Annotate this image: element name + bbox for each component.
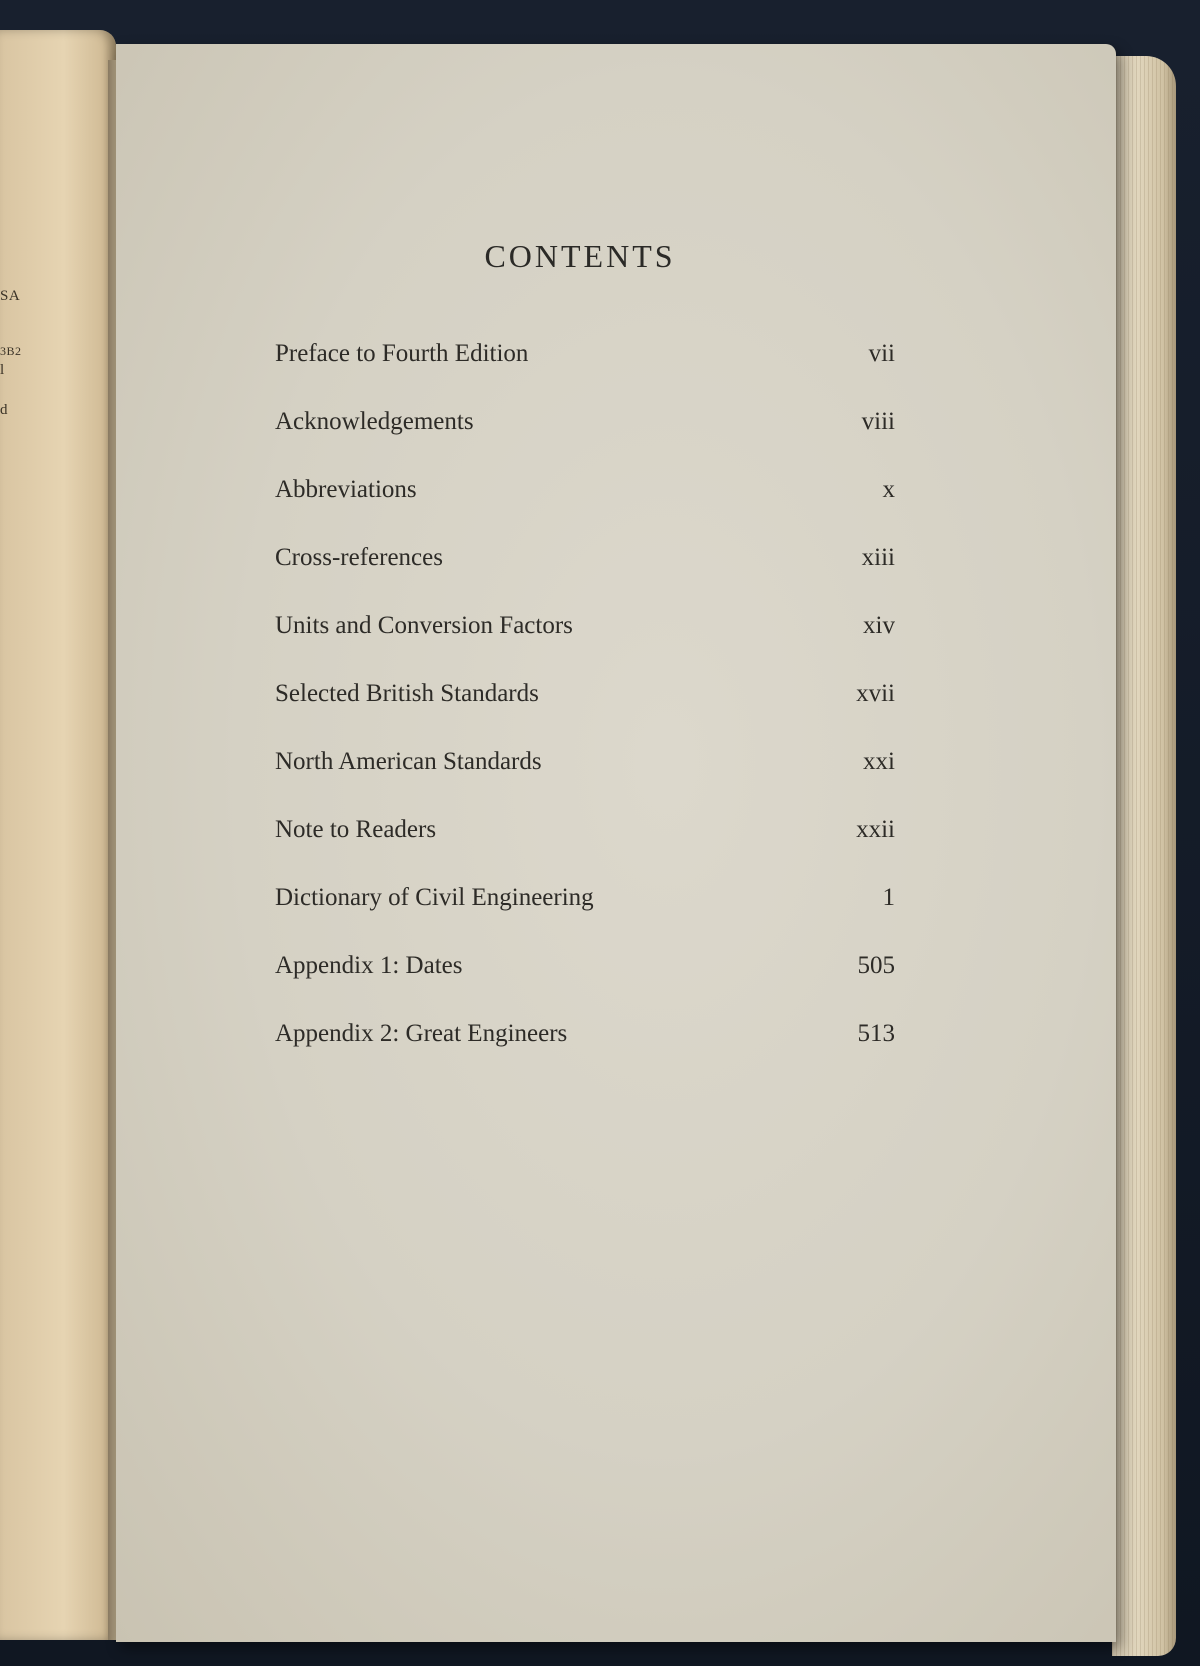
toc-entry-page: xvii	[856, 680, 895, 707]
page-block-lines	[1112, 56, 1176, 1656]
toc-entry	[275, 612, 895, 680]
toc-entry-label: Acknowledgements	[275, 408, 474, 435]
toc-entry-page: xxi	[863, 748, 895, 775]
toc-entry-label: Abbreviations	[275, 476, 417, 503]
toc-entry-label: North American Standards	[275, 748, 542, 775]
toc-entry-page: x	[882, 476, 895, 503]
toc-entry	[275, 816, 895, 884]
toc-entry-page: 513	[857, 1020, 895, 1047]
toc-entry	[275, 476, 895, 544]
page-title: CONTENTS	[484, 238, 676, 274]
toc-entry-label: Dictionary of Civil Engineering	[275, 884, 594, 911]
toc-entry-page: vii	[868, 340, 895, 367]
toc-entry	[275, 340, 895, 408]
left-page-fragment: l	[0, 362, 5, 378]
table-of-contents	[275, 340, 895, 1088]
toc-entry-page: 1	[882, 884, 895, 911]
toc-entry-label: Appendix 2: Great Engineers	[275, 1020, 568, 1047]
toc-entry	[275, 884, 895, 952]
toc-entry-label: Selected British Standards	[275, 680, 539, 707]
toc-entry-page: xxii	[856, 816, 895, 843]
left-page-fragment: d	[0, 402, 8, 418]
toc-entry-page: xiv	[863, 612, 895, 639]
toc-entry-page: 505	[857, 952, 895, 979]
toc-entry-label: Cross-references	[275, 544, 443, 571]
left-page-fragment: 3B2	[0, 344, 22, 358]
toc-entry	[275, 680, 895, 748]
toc-entry-page: viii	[861, 408, 895, 435]
toc-entry	[275, 408, 895, 476]
toc-entry-label: Units and Conversion Factors	[275, 612, 573, 639]
toc-entry	[275, 544, 895, 612]
left-page-fragment: SA	[0, 288, 21, 304]
toc-entry-label: Note to Readers	[275, 816, 437, 843]
toc-entry	[275, 748, 895, 816]
toc-entry-label: Preface to Fourth Edition	[275, 340, 529, 367]
toc-entry	[275, 952, 895, 1020]
toc-entry-label: Appendix 1: Dates	[275, 952, 463, 979]
toc-entry	[275, 1020, 895, 1088]
toc-entry-page: xiii	[861, 544, 895, 571]
